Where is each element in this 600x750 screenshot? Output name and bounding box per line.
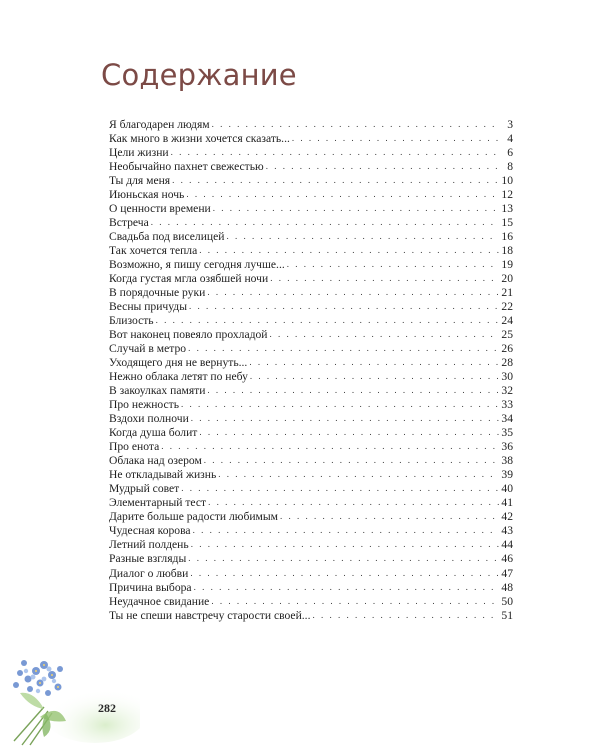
toc-entry[interactable] <box>109 538 513 552</box>
dot-leader <box>211 594 499 608</box>
toc-entry[interactable] <box>109 595 513 609</box>
toc-entry-page: 38 <box>501 454 513 468</box>
toc-entry[interactable] <box>109 609 513 623</box>
toc-entry-page: 32 <box>501 384 513 398</box>
dot-leader <box>204 453 499 467</box>
dot-leader <box>212 117 499 131</box>
toc-entry-page: 39 <box>501 468 513 482</box>
toc-entry-page: 25 <box>501 328 513 342</box>
dot-leader <box>292 131 499 145</box>
dot-leader <box>207 383 499 397</box>
toc-entry[interactable] <box>109 468 513 482</box>
toc-entry[interactable] <box>109 258 513 272</box>
toc-entry-page: 3 <box>507 118 513 131</box>
toc-entry-title: Я благодарен людям <box>109 118 210 131</box>
toc-entry[interactable] <box>109 230 513 244</box>
toc-entry-page: 30 <box>501 370 513 384</box>
dot-leader <box>188 551 499 565</box>
toc-entry-title: Неудачное свидание <box>109 594 210 608</box>
toc-entry[interactable] <box>109 216 513 230</box>
toc-entry-page: 10 <box>501 174 513 188</box>
dot-leader <box>171 145 499 159</box>
toc-entry-title: Необычайно пахнет свежестью <box>109 160 264 174</box>
dot-leader <box>250 369 499 383</box>
toc-entry-page: 6 <box>507 146 513 160</box>
toc-entry-title: Ты не спеши навстречу старости своей... <box>109 608 311 622</box>
toc-entry-title: Элементарный тест <box>109 496 207 510</box>
toc-entry-title: Облака над озером <box>109 454 202 468</box>
toc-entry-title: О ценности времени <box>109 202 211 216</box>
dot-leader <box>218 467 499 481</box>
toc-entry-title: Так хочется тепла <box>109 244 198 258</box>
toc-entry-page: 41 <box>501 496 513 510</box>
toc-entry-page: 46 <box>501 552 513 566</box>
dot-leader <box>194 580 499 594</box>
toc-entry-title: Нежно облака летят по небу <box>109 370 248 384</box>
dot-leader <box>181 397 499 411</box>
dot-leader <box>199 425 499 439</box>
dot-leader <box>270 327 500 341</box>
toc-entry-page: 16 <box>501 230 513 244</box>
toc-entry-title: Июньская ночь <box>109 188 185 202</box>
dot-leader <box>156 313 499 327</box>
toc-entry-page: 42 <box>501 510 513 524</box>
toc-entry-page: 28 <box>501 356 513 370</box>
toc-entry[interactable] <box>109 132 513 146</box>
toc-entry[interactable] <box>109 482 513 496</box>
toc-entry[interactable] <box>109 300 513 314</box>
toc-entry-title: Случай в метро <box>109 342 187 356</box>
toc-entry[interactable] <box>109 581 513 595</box>
toc-entry-title: Про нежность <box>109 398 180 412</box>
dot-leader <box>207 285 499 299</box>
dot-leader <box>199 243 499 257</box>
toc-entry[interactable] <box>109 328 513 342</box>
toc-entry-page: 26 <box>501 342 513 356</box>
toc-entry[interactable] <box>109 567 513 581</box>
toc-entry[interactable] <box>109 370 513 384</box>
toc-entry[interactable] <box>109 524 513 538</box>
toc-entry[interactable] <box>109 454 513 468</box>
dot-leader <box>161 439 499 453</box>
toc-entry-title: Цели жизни <box>109 146 169 160</box>
toc-entry-page: 51 <box>501 608 513 622</box>
dot-leader <box>191 537 499 551</box>
toc-entry-page: 19 <box>501 258 513 272</box>
toc-entry-page: 18 <box>501 244 513 258</box>
toc-entry-page: 40 <box>501 482 513 496</box>
toc-entry-title: Ты для меня <box>109 174 171 188</box>
toc-entry-title: Свадьба под виселицей <box>109 230 225 244</box>
toc-entry-title: Вздохи полночи <box>109 412 189 426</box>
page-number: 282 <box>98 701 116 715</box>
toc-entry[interactable] <box>109 552 513 566</box>
toc-entry[interactable] <box>109 510 513 524</box>
toc-entry[interactable] <box>109 146 513 160</box>
toc-entry[interactable] <box>109 286 513 300</box>
toc-entry[interactable] <box>109 496 513 510</box>
toc-entry-page: 43 <box>501 524 513 538</box>
dot-leader <box>172 173 499 187</box>
toc-entry-page: 36 <box>501 440 513 454</box>
dot-leader <box>151 215 499 229</box>
toc-entry[interactable] <box>109 160 513 174</box>
toc-entry[interactable] <box>109 426 513 440</box>
dot-leader <box>181 481 499 495</box>
dot-leader <box>190 566 499 580</box>
toc-entry-title: Не откладывай жизнь <box>109 468 217 482</box>
toc-entry-title: Чудесная корова <box>109 524 191 538</box>
toc-entry[interactable] <box>109 384 513 398</box>
dot-leader <box>312 608 499 622</box>
dot-leader <box>188 341 499 355</box>
toc-entry-page: 48 <box>501 580 513 594</box>
toc-entry-page: 13 <box>501 202 513 216</box>
toc-entry-title: Уходящего дня не вернуть... <box>109 356 248 370</box>
toc-entry[interactable] <box>109 272 513 286</box>
toc-entry[interactable] <box>109 342 513 356</box>
dot-leader <box>208 495 499 509</box>
dot-leader <box>266 159 499 173</box>
forget-me-not-bouquet-icon <box>0 633 140 750</box>
toc-entry-title: Встреча <box>109 216 149 230</box>
toc-entry-page: 21 <box>501 286 513 300</box>
toc-entry-page: 4 <box>507 132 513 146</box>
dot-leader <box>280 509 499 523</box>
dot-leader <box>249 355 499 369</box>
toc-entry[interactable] <box>109 244 513 258</box>
dot-leader <box>193 523 499 537</box>
toc-entry-page: 8 <box>507 160 513 174</box>
toc-entry-page: 24 <box>501 314 513 328</box>
toc-entry[interactable] <box>109 398 513 412</box>
toc-entry-title: Когда густая мгла озябшей ночи <box>109 272 269 286</box>
page-title: Содержание <box>101 58 297 92</box>
toc-entry-title: Близость <box>109 314 154 328</box>
dot-leader <box>186 187 499 201</box>
toc-entry[interactable] <box>109 314 513 328</box>
dot-leader <box>287 257 499 271</box>
toc-entry-page: 15 <box>501 216 513 230</box>
toc-entry-title: Возможно, я пишу сегодня лучше... <box>109 258 285 272</box>
toc-entry[interactable] <box>109 174 513 188</box>
toc-entry-title: Дарите больше радости любимым <box>109 510 279 524</box>
toc-entry-page: 44 <box>501 538 513 552</box>
toc-entry-page: 35 <box>501 426 513 440</box>
toc-entry-title: В порядочные руки <box>109 286 206 300</box>
toc-entry-page: 12 <box>501 188 513 202</box>
toc-entry[interactable] <box>109 188 513 202</box>
dot-leader <box>189 299 499 313</box>
toc-entry-title: Как много в жизни хочется сказать... <box>109 132 290 146</box>
toc-entry-title: Когда душа болит <box>109 426 198 440</box>
toc-entry-page: 22 <box>501 300 513 314</box>
toc-entry[interactable] <box>109 118 513 132</box>
toc-entry[interactable] <box>109 412 513 426</box>
dot-leader <box>270 271 499 285</box>
toc-entry-page: 34 <box>501 412 513 426</box>
toc-entry-title: Про енота <box>109 440 160 454</box>
toc-entry[interactable] <box>109 440 513 454</box>
toc-entry-title: В закоулках памяти <box>109 384 206 398</box>
toc-entry-title: Летний полдень <box>109 538 189 552</box>
toc-entry-title: Вот наконец повеяло прохладой <box>109 328 268 342</box>
toc-entry-page: 33 <box>501 398 513 412</box>
dot-leader <box>226 229 499 243</box>
toc-entry-title: Разные взгляды <box>109 552 187 566</box>
toc-entry[interactable] <box>109 202 513 216</box>
toc-entry-page: 50 <box>501 594 513 608</box>
dot-leader <box>213 201 499 215</box>
toc-entry-title: Весны причуды <box>109 300 187 314</box>
toc-entry-title: Диалог о любви <box>109 566 189 580</box>
toc-entry-page: 47 <box>501 566 513 580</box>
table-of-contents <box>109 118 513 623</box>
toc-entry-page: 20 <box>501 272 513 286</box>
toc-entry-title: Причина выбора <box>109 580 192 594</box>
dot-leader <box>191 411 499 425</box>
toc-entry[interactable] <box>109 356 513 370</box>
toc-entry-title: Мудрый совет <box>109 482 180 496</box>
